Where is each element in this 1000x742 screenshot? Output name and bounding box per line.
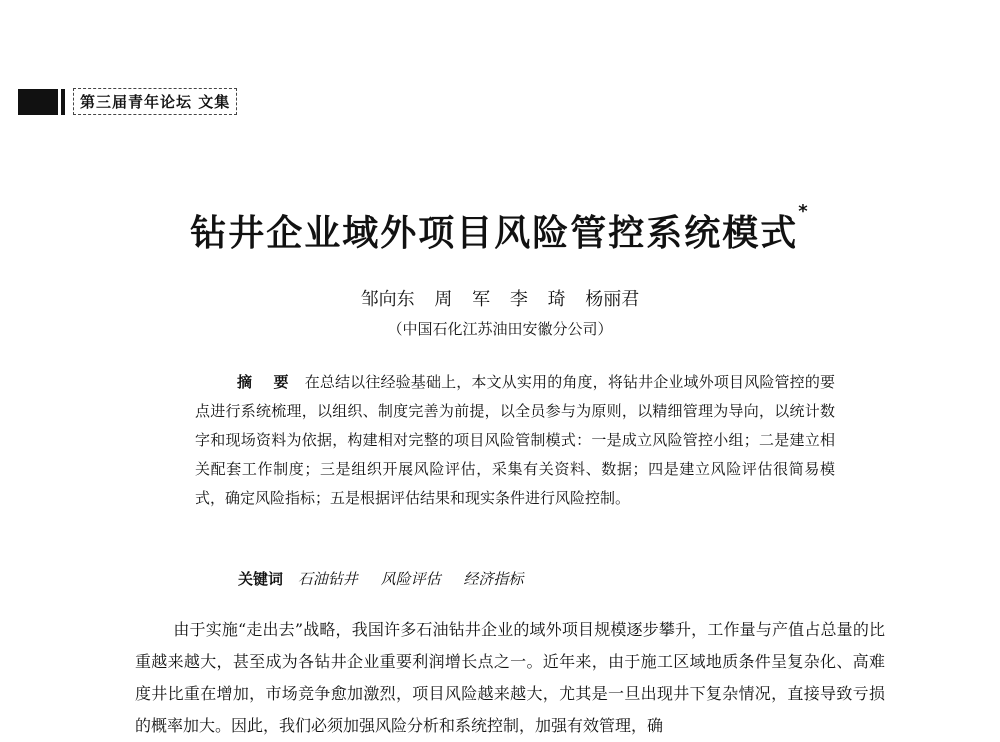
keyword-item: 经济指标	[463, 570, 524, 588]
journal-label: 第三届青年论坛 文集	[73, 88, 237, 115]
paper-title	[0, 201, 1000, 256]
keyword-item: 风险评估	[380, 570, 441, 588]
authors: 邹向东 周 军 李 琦 杨丽君	[360, 289, 640, 310]
keywords-label: 关键词	[238, 570, 284, 588]
title-footnote-mark: *	[798, 201, 810, 222]
journal-header	[18, 88, 237, 115]
keywords	[238, 568, 541, 589]
abstract	[195, 368, 835, 513]
paper-title-text: 钻井企业域外项目风险管控系统模式	[190, 213, 799, 254]
abstract-text: 在总结以往经验基础上，本文从实用的角度，将钻井企业域外项目风险管控的要点进行系统梳理，以组织、制度完善为前提，以全员参与为原则，以精细管理为导向，以统计数字和现场资料为依据，构建相对完整的项目风险管制模式：一是成立风险管控小组；二是建立相关配套工作制度；三是组织开展风险评估，采集有关资料、数据；四是建立风险评估很简易模式，确定风险指标；五是根据评估结果和现实条件进行风险控制。	[195, 373, 835, 507]
header-block-mark	[18, 89, 58, 115]
affiliation: （中国石化江苏油田安徽分公司）	[387, 320, 613, 338]
body-paragraph: 由于实施“走出去”战略，我国许多石油钻井企业的域外项目规模逐步攀升，工作量与产值占总量的比重越来越大，甚至成为各钻井企业重要利润增长点之一。近年来，由于施工区域地质条件呈复杂化、高难度井比重在增加，市场竞争愈加激烈，项目风险越来越大，尤其是一旦出现井下复杂情况，直接导致亏损的概率加大。因此，我们必须加强风险分析和系统控制，加强有效管理，确	[135, 620, 885, 735]
header-bar-mark	[61, 89, 65, 115]
abstract-label: 摘 要	[237, 373, 297, 391]
keyword-item: 石油钻井	[297, 570, 358, 588]
